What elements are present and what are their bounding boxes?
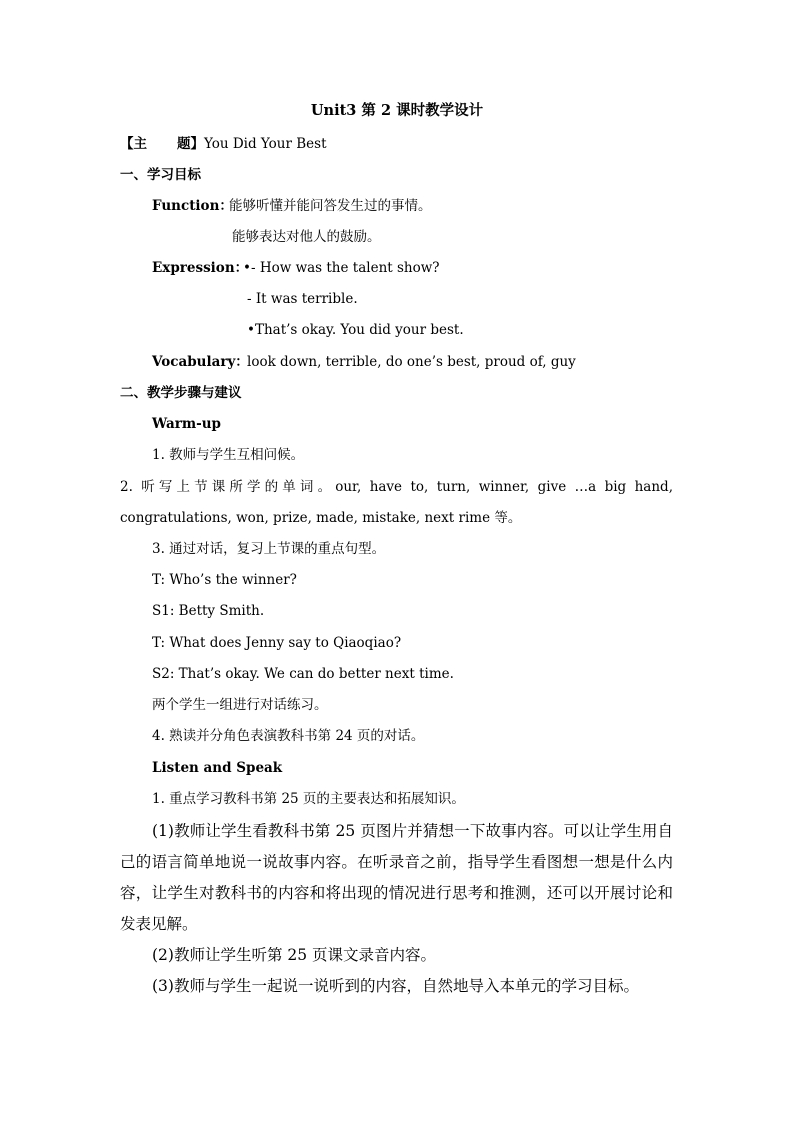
topic-line [120,135,327,153]
warmup-step2-line1: 2. 听写上节课所学的单词。our, have to, turn, winner, give …a big hand, [120,479,673,495]
topic-label-open: 【主 [120,136,147,152]
warmup-step2-line2: congratulations, won, prize, made, mistake, next rime 等。 [120,510,522,526]
document-title: Unit3 第 2 课时教学设计 [310,102,484,119]
vocabulary-text: look down, terrible, do one’s best, proud of, guy [247,354,576,370]
warmup-step1: 1. 教师与学生互相问候。 [152,447,305,463]
warmup-title: Warm-up [152,416,221,432]
listen-step1: 1. 重点学习教科书第 25 页的主要表达和拓展知识。 [152,791,465,807]
topic-text: You Did Your Best [204,136,327,152]
dialogue-line2: S1: Betty Smith. [152,603,265,619]
listen-speak-title: Listen and Speak [152,760,283,776]
expression-line3: •That’s okay. You did your best. [247,322,464,338]
function-label: Function： [152,198,233,214]
dialogue-line1: T: Who’s the winner? [152,572,297,588]
expression-line2: - It was terrible. [247,291,358,307]
warmup-step3: 3. 通过对话，复习上节课的重点句型。 [152,541,386,557]
section2-heading: 二、教学步骤与建议 [120,385,242,401]
dialogue-line4: S2: That’s okay. We can do better next time. [152,666,454,682]
topic-label-close: 题】 [177,136,204,152]
listen-step1-part3: (3)教师与学生一起说一说听到的内容，自然地导入本单元的学习目标。 [152,977,639,995]
warmup-step4: 4. 熟读并分角色表演教科书第 24 页的对话。 [152,728,425,744]
section1-heading: 一、学习目标 [120,167,201,183]
dialogue-line3: T: What does Jenny say to Qiaoqiao? [152,635,402,651]
pair-practice: 两个学生一组进行对话练习。 [152,697,328,713]
vocabulary-label: Vocabulary： [152,354,249,370]
listen-step1-part2: (2)教师让学生听第 25 页课文录音内容。 [152,946,437,964]
expression-label: Expression： [152,260,249,276]
function-line2: 能够表达对他人的鼓励。 [232,229,381,245]
expression-line1: •- How was the talent show? [243,260,440,276]
listen-step1-part1: (1)教师让学生看教科书第 25 页图片并猜想一下故事内容。可以让学生用自己的语言简单地说一说故事内容。在听录音之前，指导学生看图想一想是什么内容，让学生对教科书的内容和将出现的情况进行思考和推测，还可以开展讨论和发表见解。 [120,822,673,933]
function-line1: 能够听懂并能问答发生过的事情。 [229,198,432,214]
